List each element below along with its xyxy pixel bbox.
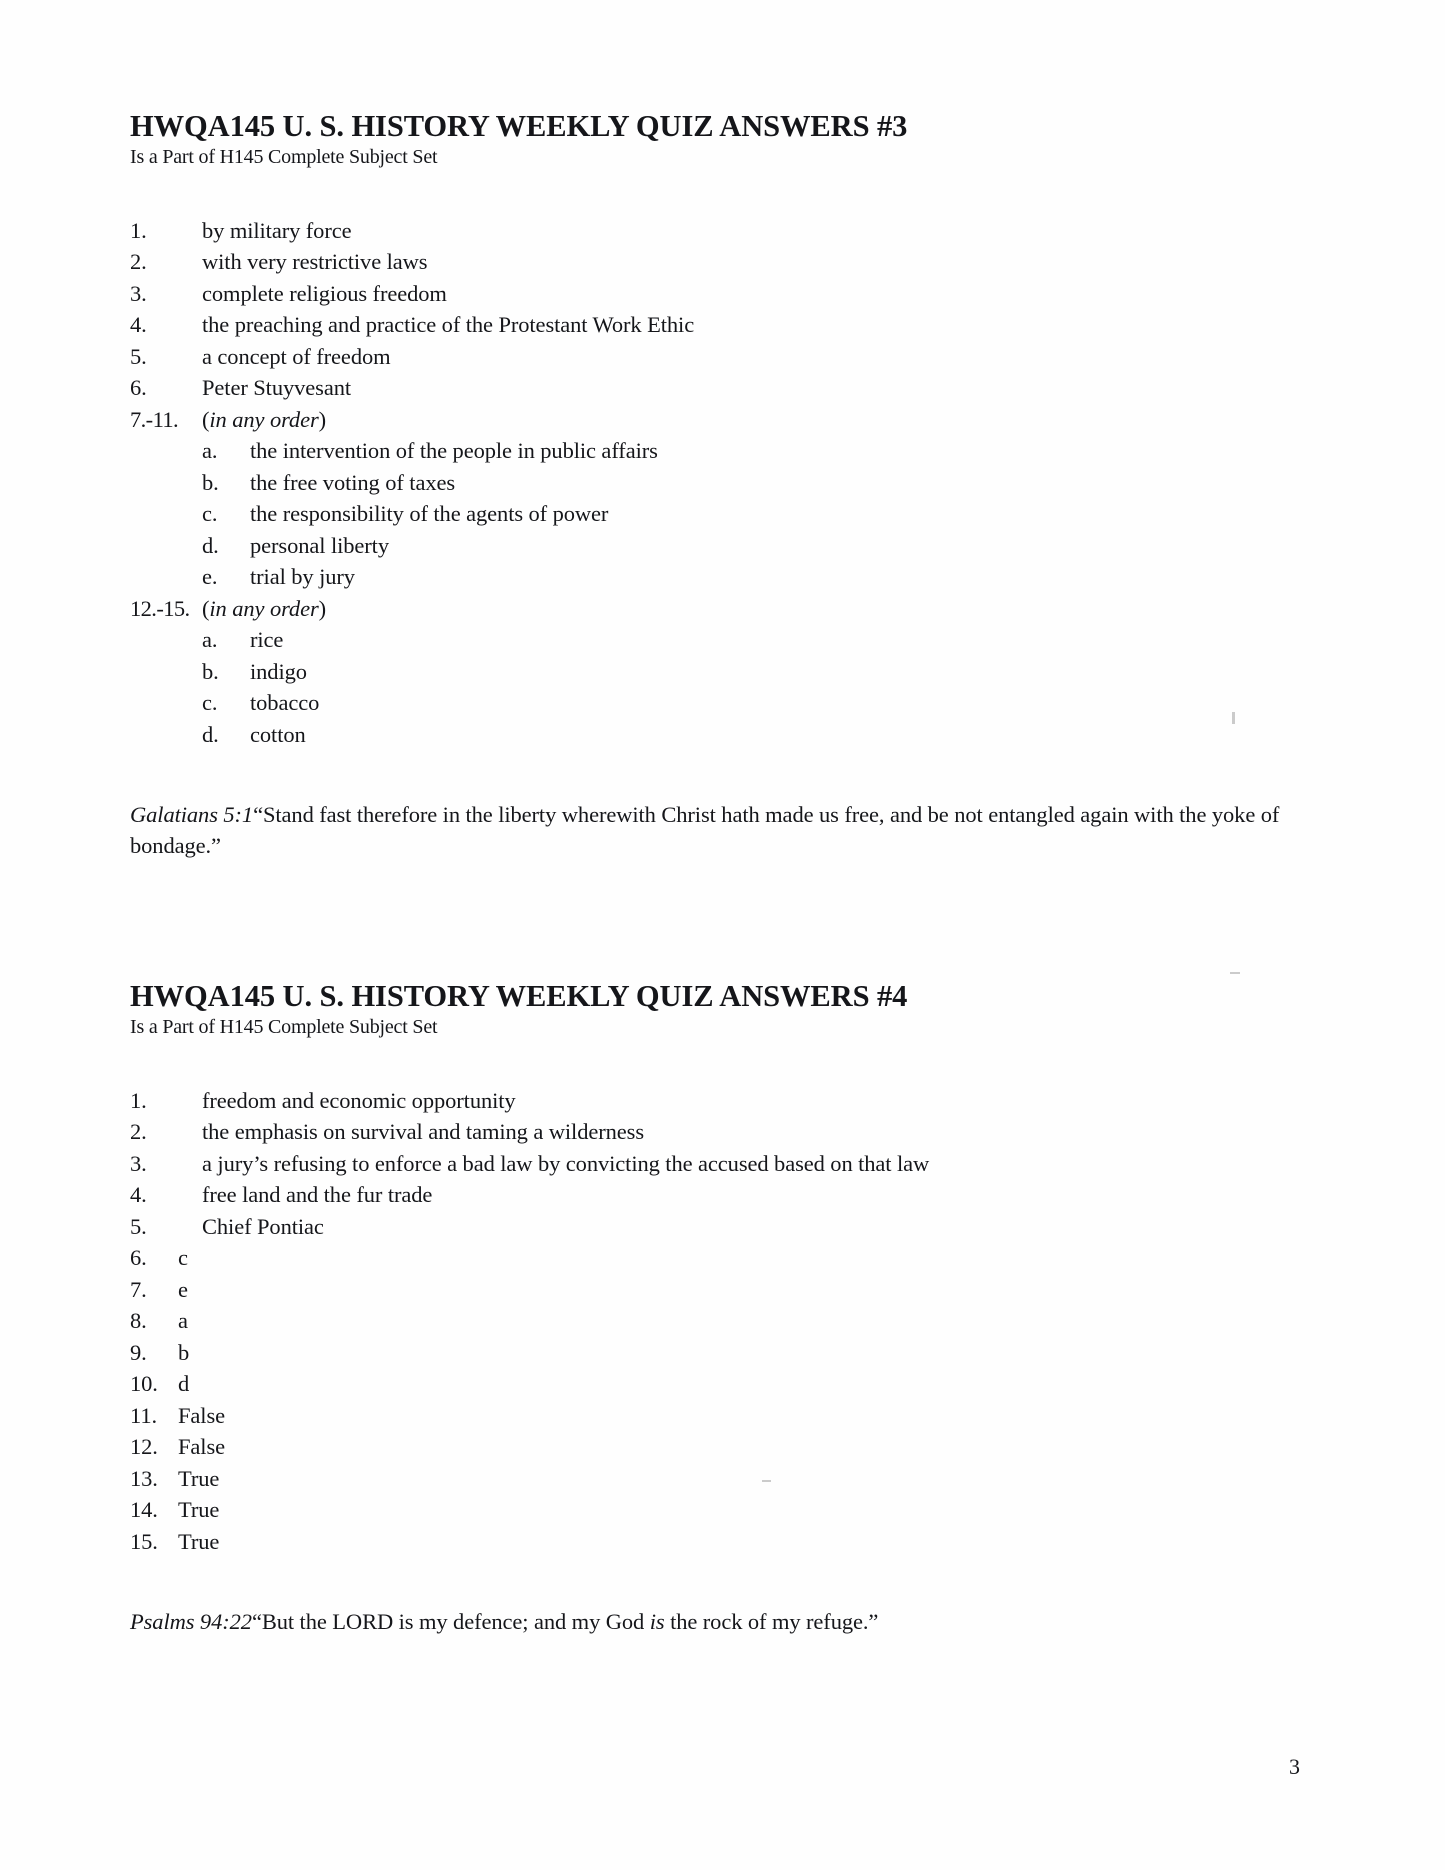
note-italic-text: in any order [209,595,319,621]
sub-answer-item [130,561,1290,593]
short-answer-item [130,1337,1290,1369]
answer-text: by military force [202,217,352,243]
short-answer-item [130,1305,1290,1337]
scripture-text: “Stand fast therefore in the liberty wherewith Christ hath made us free, and be not entangled again with the yoke of bondage.” [130,801,1285,859]
page-title-quiz-4: HWQA145 U. S. HISTORY WEEKLY QUIZ ANSWERS #4 [130,979,908,1014]
sub-answer-text: the responsibility of the agents of power [250,501,609,527]
answer-number: 3. [130,280,147,306]
sub-answer-item [130,467,1290,499]
answer-text: complete religious freedom [202,280,447,306]
sub-answer-item [130,435,1290,467]
answer-group-header [130,593,1290,625]
answer-text: False [178,1434,225,1460]
answer-number: 15. [130,1528,158,1554]
sub-answer-item [130,498,1290,530]
sub-answer-letter: e. [202,564,218,590]
sub-answer-item [130,624,1290,656]
sub-answer-letter: b. [202,469,219,495]
page-number: 3 [1289,1754,1300,1779]
answer-text: c [178,1245,188,1271]
sub-answer-list-7-11 [130,435,1290,593]
note-close-paren: ) [318,595,327,621]
answer-number: 5. [130,1213,147,1239]
sub-answer-text: trial by jury [250,564,355,590]
scripture-reference: Galatians 5:1 [130,801,254,827]
quiz-section-4 [130,980,1290,1637]
answer-text: True [178,1528,220,1554]
spacer [130,750,1290,776]
sub-answer-item [130,530,1290,562]
answer-group-note [202,404,1290,436]
document-body [130,110,1290,1660]
answer-text: free land and the fur trade [202,1182,433,1208]
spacer [130,169,1290,215]
note-italic-text: in any order [209,406,319,432]
subtitle-quiz-3: Is a Part of H145 Complete Subject Set [130,145,438,168]
scripture-quote-galatians [130,799,1290,862]
answer-number: 2. [130,1119,147,1145]
sub-answer-list-12-15 [130,624,1290,750]
short-answer-list-quiz-4 [130,1242,1290,1557]
answer-number: 6. [130,375,147,401]
answer-text: Chief Pontiac [202,1213,324,1239]
answer-range-number: 12.-15. [130,595,190,621]
short-answer-item [130,1400,1290,1432]
short-answer-item [130,1526,1290,1558]
scripture-reference: Psalms 94:22 [130,1608,252,1634]
answer-text: with very restrictive laws [202,249,428,275]
sub-answer-letter: d. [202,532,219,558]
answer-number: 4. [130,1182,147,1208]
note-close-paren: ) [318,406,327,432]
answer-text: e [178,1276,188,1302]
answer-item [130,1179,1290,1211]
sub-answer-text: cotton [250,721,306,747]
scripture-text-before: “But the LORD is my defence; and my God [251,1608,650,1634]
answer-list-quiz-4 [130,1085,1290,1243]
answer-list-quiz-3 [130,215,1290,404]
scripture-text-after: the rock of my refuge.” [664,1608,879,1634]
short-answer-item [130,1368,1290,1400]
answer-text: a [178,1308,188,1334]
scripture-quote-psalms [130,1606,1290,1638]
answer-number: 8. [130,1308,147,1334]
sub-answer-text: personal liberty [250,532,389,558]
sub-answer-letter: b. [202,658,219,684]
sub-answer-item [130,719,1290,751]
answer-text: freedom and economic opportunity [202,1087,516,1113]
answer-text: the preaching and practice of the Protestant Work Ethic [202,312,695,338]
answer-group-7-11 [130,404,1290,593]
note-open-paren: ( [202,595,210,621]
answer-number: 7. [130,1276,147,1302]
answer-number: 14. [130,1497,158,1523]
sub-answer-text: indigo [250,658,307,684]
scripture-text-italic: is [649,1608,665,1634]
answer-text: True [178,1497,220,1523]
answer-item [130,1148,1290,1180]
answer-text: b [178,1339,190,1365]
answer-text: a concept of freedom [202,343,391,369]
sub-answer-item [130,687,1290,719]
answer-item [130,215,1290,247]
answer-number: 1. [130,217,147,243]
subtitle-quiz-4: Is a Part of H145 Complete Subject Set [130,1015,438,1038]
note-open-paren: ( [202,406,210,432]
short-answer-item [130,1431,1290,1463]
sub-answer-letter: a. [202,438,218,464]
quiz-section-3 [130,110,1290,862]
answer-item [130,1211,1290,1243]
answer-text: a jury’s refusing to enforce a bad law by convicting the accused based on that law [202,1150,930,1176]
answer-item [130,278,1290,310]
answer-number: 11. [130,1402,157,1428]
answer-item [130,309,1290,341]
answer-number: 4. [130,312,147,338]
answer-number: 3. [130,1150,147,1176]
answer-text: False [178,1402,225,1428]
sub-answer-item [130,656,1290,688]
answer-number: 9. [130,1339,147,1365]
answer-number: 6. [130,1245,147,1271]
answer-number: 1. [130,1087,147,1113]
sub-answer-letter: c. [202,690,218,716]
spacer-between-sections [130,884,1290,980]
sub-answer-text: the intervention of the people in public affairs [250,438,658,464]
answer-text: d [178,1371,190,1397]
sub-answer-letter: a. [202,627,218,653]
answer-number: 13. [130,1465,158,1491]
answer-number: 2. [130,249,147,275]
short-answer-item [130,1242,1290,1274]
answer-text: Peter Stuyvesant [202,375,352,401]
sub-answer-text: rice [250,627,284,653]
answer-number: 12. [130,1434,158,1460]
answer-text: the emphasis on survival and taming a wilderness [202,1119,644,1145]
answer-number: 10. [130,1371,158,1397]
answer-item [130,246,1290,278]
spacer [130,1039,1290,1085]
answer-range-number: 7.-11. [130,406,179,432]
page-title-quiz-3: HWQA145 U. S. HISTORY WEEKLY QUIZ ANSWERS #3 [130,109,908,143]
answer-item [130,372,1290,404]
answer-text: True [178,1465,220,1491]
answer-group-header [130,404,1290,436]
sub-answer-letter: d. [202,721,219,747]
short-answer-item [130,1463,1290,1495]
sub-answer-text: the free voting of taxes [250,469,456,495]
answer-group-note [202,593,1290,625]
answer-item [130,341,1290,373]
answer-group-12-15 [130,593,1290,751]
short-answer-item [130,1274,1290,1306]
answer-item [130,1116,1290,1148]
answer-number: 5. [130,343,147,369]
answer-item [130,1085,1290,1117]
sub-answer-text: tobacco [250,690,320,716]
spacer [130,1557,1290,1583]
sub-answer-letter: c. [202,501,218,527]
short-answer-item [130,1494,1290,1526]
